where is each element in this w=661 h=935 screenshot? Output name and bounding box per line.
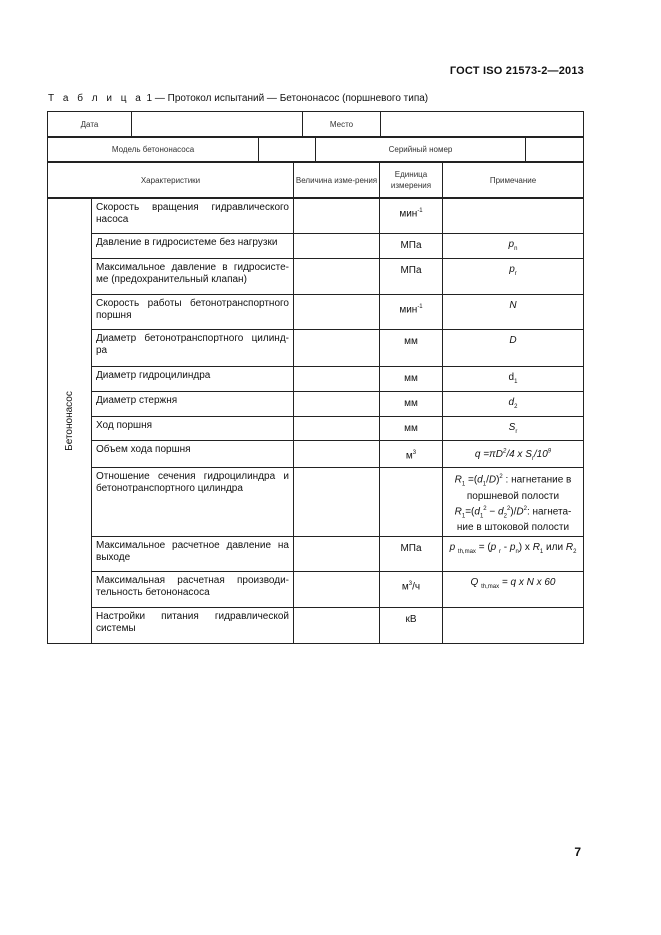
row-name: Максимальное расчетное давление на выходе	[92, 536, 294, 571]
table-row	[48, 468, 584, 537]
group-label: Бетононасос	[63, 391, 75, 451]
date-value	[132, 112, 303, 137]
table-row	[48, 392, 584, 417]
row-value	[294, 234, 380, 259]
row-name: Давление в гидросистеме без нагрузки	[92, 234, 294, 259]
row-value	[294, 607, 380, 643]
row-note: Q $_{th,max}$ = q x N x 60	[443, 571, 584, 607]
row-unit: кВ	[380, 607, 443, 643]
row-note: $p_n$	[443, 234, 584, 259]
row-value	[294, 536, 380, 571]
row-note	[443, 607, 584, 643]
row-note: $q =\pi D^2/4$ x $S_r/10^9$	[443, 441, 584, 468]
row-note: N	[443, 295, 584, 330]
row-name: Отношение сечения гидроцилиндра и бетонотранспортного цилиндра	[92, 468, 294, 537]
date-label: Дата	[48, 112, 132, 137]
row-unit: мм	[380, 367, 443, 392]
row-note: $d_2$	[443, 392, 584, 417]
place-label: Место	[303, 112, 381, 137]
row-note: $d_1$	[443, 367, 584, 392]
characteristics-table	[47, 198, 584, 644]
column-unit: Единица измерения	[380, 163, 443, 198]
table-row	[48, 259, 584, 295]
row-unit: мм	[380, 392, 443, 417]
row-name: Ход поршня	[92, 417, 294, 441]
table-row	[48, 571, 584, 607]
row-unit: мм	[380, 330, 443, 367]
column-value: Величина изме-рения	[294, 163, 380, 198]
row-unit: МПа	[380, 536, 443, 571]
row-name: Скорость вращения гидравлического насоса	[92, 199, 294, 234]
standard-code: ГОСТ ISO 21573-2—2013	[449, 65, 584, 77]
row-value	[294, 199, 380, 234]
row-unit: $м^3$	[380, 441, 443, 468]
table-row	[48, 234, 584, 259]
row-note	[443, 199, 584, 234]
model-value	[259, 138, 316, 162]
row-note: p $_{th,max}$ = (p $_r - p_n$) x $R_1$ или $R_2$	[443, 536, 584, 571]
serial-label: Серийный номер	[316, 138, 526, 162]
row-value	[294, 441, 380, 468]
row-name: Объем хода поршня	[92, 441, 294, 468]
row-value	[294, 330, 380, 367]
row-unit: мм	[380, 417, 443, 441]
row-unit: МПа	[380, 259, 443, 295]
row-name: Диаметр гидроцилиндра	[92, 367, 294, 392]
row-value	[294, 295, 380, 330]
row-note: $p_r$	[443, 259, 584, 295]
table-row	[48, 367, 584, 392]
table-row	[48, 536, 584, 571]
row-value	[294, 417, 380, 441]
table-row	[48, 295, 584, 330]
table-row	[48, 607, 584, 643]
row-value	[294, 259, 380, 295]
row-note: D	[443, 330, 584, 367]
caption-prefix: Т а б л и ц а	[48, 93, 144, 104]
table-row	[48, 441, 584, 468]
place-value	[381, 112, 584, 137]
row-unit: МПа	[380, 234, 443, 259]
column-characteristic: Характеристики	[48, 163, 294, 198]
row-name: Максимальное давление в гидросисте-ме (предохранительный клапан)	[92, 259, 294, 295]
row-name: Настройки питания гидравлической системы	[92, 607, 294, 643]
row-unit: $м^3/ч$	[380, 571, 443, 607]
page-number: 7	[574, 845, 581, 859]
table-row	[48, 330, 584, 367]
serial-value	[526, 138, 584, 162]
row-unit: мин$^{-1}$	[380, 295, 443, 330]
row-value	[294, 367, 380, 392]
row-unit	[380, 468, 443, 537]
model-serial-row	[47, 137, 584, 162]
row-value	[294, 571, 380, 607]
column-note: Примечание	[443, 163, 584, 198]
row-name: Скорость работы бетонотранспортного поршня	[92, 295, 294, 330]
row-value	[294, 392, 380, 417]
table-caption	[48, 93, 428, 104]
row-name: Диаметр бетонотранспортного цилинд-ра	[92, 330, 294, 367]
row-note: $R_1 =(d_1/D)^2$ : нагнетание в поршневой полости $R_1=(d_1^2 - d_2^2)/D^2$: нагнета-ние в штоковой полости	[443, 468, 584, 537]
model-label: Модель бетононасоса	[48, 138, 259, 162]
row-value	[294, 468, 380, 537]
row-unit: мин$^{-1}$	[380, 199, 443, 234]
row-name: Максимальная расчетная производи-тельность бетононасоса	[92, 571, 294, 607]
table-row	[48, 199, 584, 234]
date-place-row	[47, 111, 584, 137]
row-name: Диаметр стержня	[92, 392, 294, 417]
group-label-cell	[48, 199, 92, 644]
table-row	[48, 417, 584, 441]
row-note: $S_r$	[443, 417, 584, 441]
column-headers	[47, 162, 584, 198]
caption-text: 1 — Протокол испытаний — Бетононасос (поршневого типа)	[143, 93, 429, 104]
